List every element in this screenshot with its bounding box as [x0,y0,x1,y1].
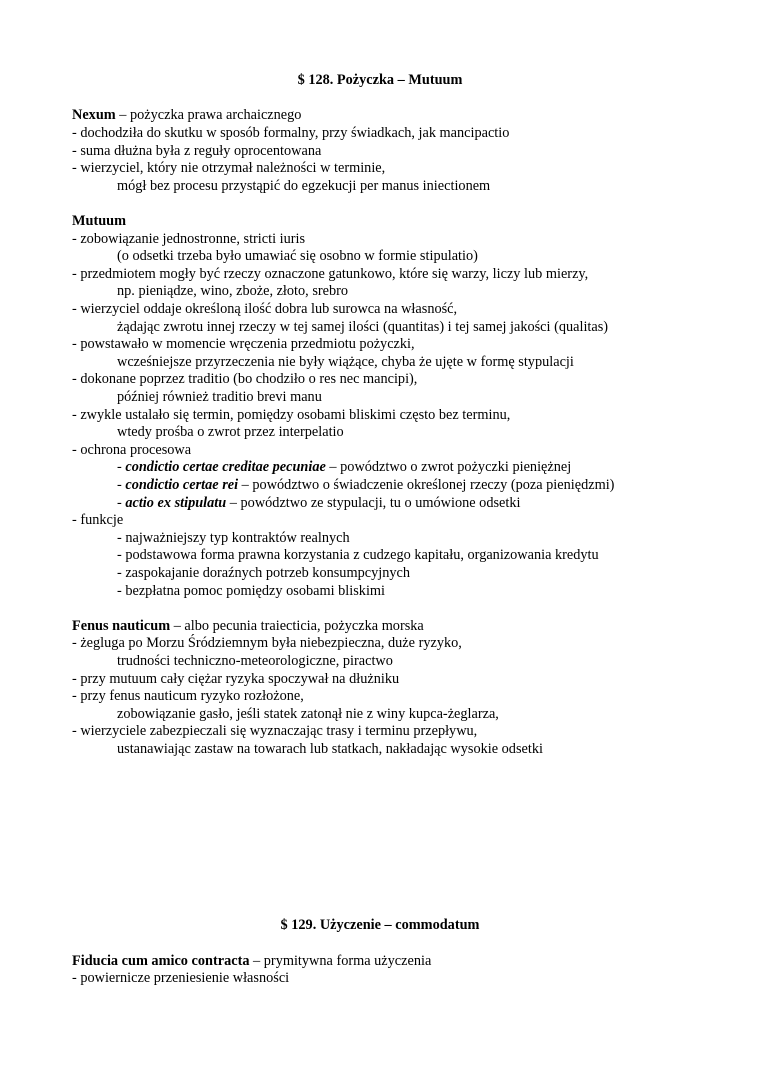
action-name: condictio certae creditae pecuniae [125,459,326,475]
action-description: – powództwo ze stypulacji, tu o umówione odsetki [226,495,521,511]
mutuum-line: wcześniejsze przyrzeczenia nie były wiążące, chyba że ujęte w formę stypulacji [117,354,574,370]
section-128-title: $ 128. Pożyczka – Mutuum [297,72,463,88]
funkcje-item: - najważniejszy typ kontraktów realnych [117,530,350,546]
fiducia-definition: – prymitywna forma użyczenia [249,953,432,969]
section-129-title: $ 129. Użyczenie – commodatum [280,917,480,933]
funkcje-item: - bezpłatna pomoc pomiędzy osobami bliskimi [117,583,386,599]
fenus-line: - przy fenus nauticum ryzyko rozłożone, [72,688,304,704]
action-name: condictio certae rei [125,477,239,493]
fenus-line: ustanawiając zastaw na towarach lub statkach, nakładając wysokie odsetki [117,741,543,757]
fenus-term: Fenus nauticum [72,618,171,634]
fenus-line: - przy mutuum cały ciężar ryzyka spoczywał na dłużniku [72,671,400,687]
mutuum-line: (o odsetki trzeba było umawiać się osobno w formie stipulatio) [117,248,478,264]
mutuum-line: wtedy prośba o zwrot przez interpelatio [117,424,344,440]
action-dash: - [117,477,126,493]
fenus-heading [72,618,424,636]
mutuum-line: później również traditio brevi manu [117,389,322,405]
fiducia-term: Fiducia cum amico contracta [72,953,250,969]
nexum-term: Nexum [72,107,116,123]
funkcje-item: - zaspokajanie doraźnych potrzeb konsumpcyjnych [117,565,410,581]
mutuum-line: - dokonane poprzez traditio (bo chodziło o res nec mancipi), [72,371,418,387]
mutuum-line: - zobowiązanie jednostronne, stricti iuris [72,231,306,247]
nexum-line: mógł bez procesu przystąpić do egzekucji per manus iniectionem [117,178,491,194]
action-dash: - [117,495,126,511]
procedural-action [117,459,571,477]
fenus-line: - wierzyciele zabezpieczali się wyznaczając trasy i terminu przepływu, [72,723,478,739]
funkcje-label: - funkcje [72,512,124,528]
nexum-heading [72,107,301,125]
mutuum-line: np. pieniądze, wino, zboże, złoto, srebro [117,283,349,299]
mutuum-line: - przedmiotem mogły być rzeczy oznaczone gatunkowo, które się warzy, liczy lub mierzy, [72,266,589,282]
nexum-line: - suma dłużna była z reguły oprocentowana [72,143,322,159]
nexum-definition: – pożyczka prawa archaicznego [115,107,302,123]
procedural-action [117,495,520,513]
fiducia-line: - powiernicze przeniesienie własności [72,970,290,986]
mutuum-heading: Mutuum [72,213,127,229]
fenus-definition: – albo pecunia traiecticia, pożyczka morska [170,618,424,634]
mutuum-line: - ochrona procesowa [72,442,192,458]
mutuum-line: - zwykle ustalało się termin, pomiędzy osobami bliskimi często bez terminu, [72,407,511,423]
mutuum-line: - powstawało w momencie wręczenia przedmiotu pożyczki, [72,336,415,352]
fenus-line: zobowiązanie gasło, jeśli statek zatonął nie z winy kupca-żeglarza, [117,706,499,722]
fenus-line: trudności techniczno-meteorologiczne, piractwo [117,653,393,669]
action-dash: - [117,459,126,475]
nexum-line: - wierzyciel, który nie otrzymał należności w terminie, [72,160,386,176]
fenus-line: - żegluga po Morzu Śródziemnym była niebezpieczna, duże ryzyko, [72,635,462,651]
mutuum-line: żądając zwrotu innej rzeczy w tej samej ilości (quantitas) i tej samej jakości (qualitas) [117,319,609,335]
fiducia-heading [72,953,431,971]
action-name: actio ex stipulatu [125,495,227,511]
action-description: – powództwo o zwrot pożyczki pieniężnej [325,459,572,475]
mutuum-line: - wierzyciel oddaje określoną ilość dobra lub surowca na własność, [72,301,458,317]
procedural-action [117,477,614,495]
action-description: – powództwo o świadczenie określonej rzeczy (poza pieniędzmi) [238,477,615,493]
funkcje-item: - podstawowa forma prawna korzystania z cudzego kapitału, organizowania kredytu [117,547,599,563]
nexum-line: - dochodziła do skutku w sposób formalny, przy świadkach, jak mancipactio [72,125,510,141]
